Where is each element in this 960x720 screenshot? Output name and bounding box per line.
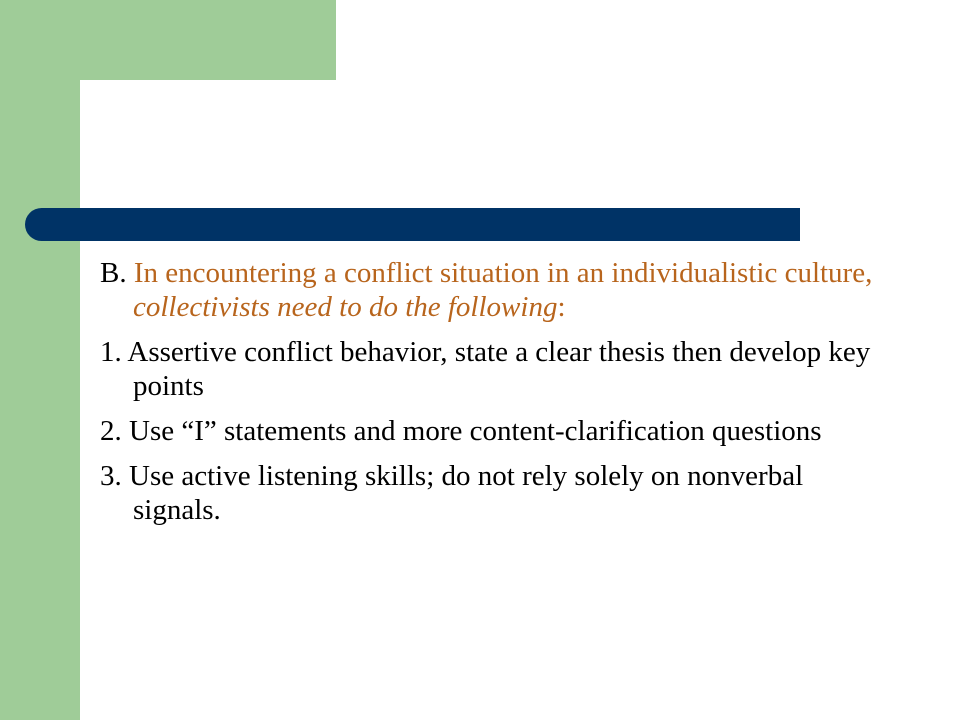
heading-item bbox=[100, 256, 880, 324]
sidebar-green-band bbox=[0, 0, 80, 720]
list-item-3: 3. Use active listening skills; do not rely solely on nonverbal signals. bbox=[100, 460, 804, 526]
heading-text-plain: In encountering a conflict situation in an individualistic culture, bbox=[133, 257, 873, 289]
heading-text-italic: collectivists need to do the following bbox=[133, 291, 558, 323]
slide-body bbox=[100, 256, 880, 538]
top-green-band bbox=[80, 0, 336, 80]
heading-text-end: : bbox=[557, 291, 566, 323]
rounded-corner bbox=[80, 80, 160, 160]
list-item-1: 1. Assertive conflict behavior, state a clear thesis then develop key points bbox=[100, 336, 871, 402]
heading-label: B. bbox=[100, 257, 127, 289]
list-item-2: 2. Use “I” statements and more content-clarification questions bbox=[100, 415, 822, 447]
heading-text bbox=[133, 257, 872, 323]
title-bar bbox=[25, 208, 800, 241]
